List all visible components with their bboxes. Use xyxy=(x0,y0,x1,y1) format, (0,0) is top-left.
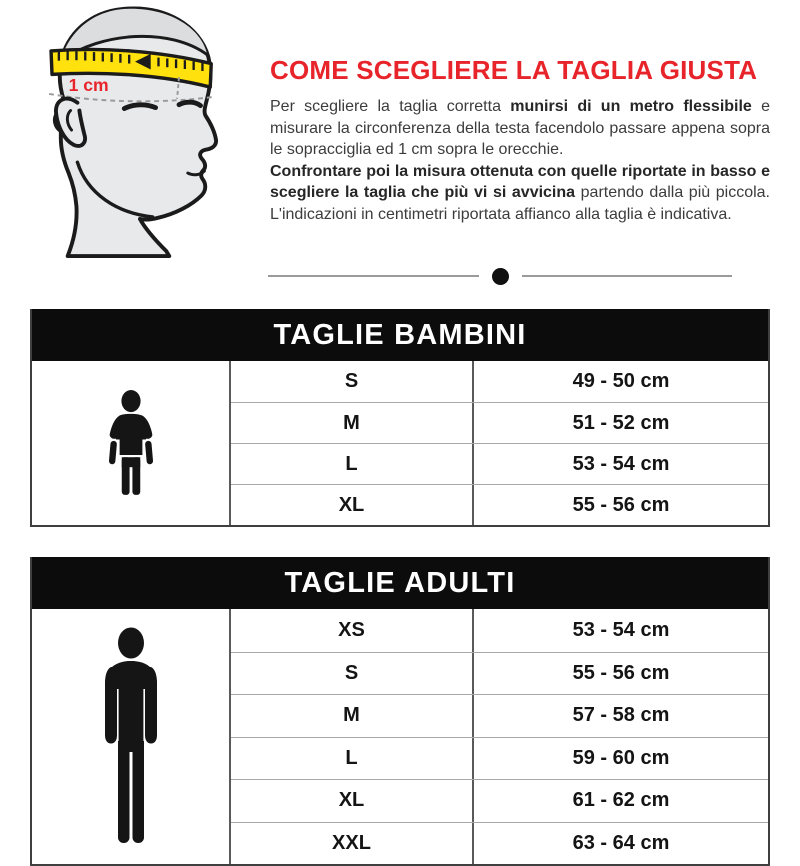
head-measurement-illustration xyxy=(30,6,262,263)
table-row xyxy=(231,779,768,822)
table-body xyxy=(32,609,768,864)
child-silhouette-icon xyxy=(99,373,163,513)
intro-text-block xyxy=(262,6,770,263)
size-label-cell: M xyxy=(231,695,474,737)
divider-line-left xyxy=(268,275,479,277)
table-row xyxy=(231,361,768,402)
size-range-cell: 55 - 56 cm xyxy=(572,661,670,684)
divider-line-right xyxy=(522,275,733,277)
size-range-cell: 51 - 52 cm xyxy=(572,411,670,434)
table-title-bambini: TAGLIE BAMBINI xyxy=(32,309,768,361)
table-row xyxy=(231,652,768,695)
adult-silhouette-icon xyxy=(91,627,171,847)
size-label-cell: XXL xyxy=(231,823,474,865)
size-range-cell: 55 - 56 cm xyxy=(572,493,670,516)
paragraph-text: e misurare la circonferenza della testa facendolo passare appena sopra le sopracciglia ed 1 cm sopra le orecchie. xyxy=(270,98,770,158)
paragraph-text: partendo dalla più piccola. L'indicazioni in centimetri riportata affianco alla taglia è indicativa. xyxy=(270,184,770,223)
table-row xyxy=(231,822,768,865)
size-range-cell: 57 - 58 cm xyxy=(572,704,670,727)
head-with-tape-icon xyxy=(30,6,244,258)
size-label-cell: L xyxy=(231,738,474,780)
table-row xyxy=(231,402,768,443)
size-label-cell: XS xyxy=(231,609,474,652)
measure-label: 1 cm xyxy=(68,74,109,95)
size-label-cell: XL xyxy=(231,780,474,822)
size-range-cell: 53 - 54 cm xyxy=(572,618,670,641)
size-label-cell: S xyxy=(231,361,474,402)
page-title: COME SCEGLIERE LA TAGLIA GIUSTA xyxy=(270,55,758,85)
size-range-cell: 53 - 54 cm xyxy=(572,452,670,475)
table-rows xyxy=(231,361,768,525)
icon-cell xyxy=(32,609,231,864)
size-label-cell: S xyxy=(231,653,474,695)
size-label-cell: M xyxy=(231,403,474,443)
top-section xyxy=(0,0,800,263)
table-row xyxy=(231,443,768,484)
table-rows xyxy=(231,609,768,864)
table-title-adulti: TAGLIE ADULTI xyxy=(32,557,768,609)
size-range-cell: 59 - 60 cm xyxy=(572,746,670,769)
divider-dot xyxy=(492,268,509,285)
table-row xyxy=(231,737,768,780)
size-label-cell: XL xyxy=(231,485,474,525)
intro-paragraph-2 xyxy=(270,161,770,226)
table-body xyxy=(32,361,768,525)
table-row xyxy=(231,484,768,525)
icon-cell xyxy=(32,361,231,525)
paragraph-text: Per scegliere la taglia corretta xyxy=(270,98,511,115)
table-row xyxy=(231,694,768,737)
table-row xyxy=(231,609,768,652)
paragraph-bold-text: Confrontare poi la misura ottenuta con quelle riportate in basso e scegliere la taglia che più vi si avvicina xyxy=(270,162,770,201)
size-label-cell: L xyxy=(231,444,474,484)
size-table-bambini xyxy=(30,309,770,527)
intro-paragraph-1 xyxy=(270,96,770,161)
paragraph-bold-text: munirsi di un metro flessibile xyxy=(510,98,752,115)
size-range-cell: 49 - 50 cm xyxy=(572,370,670,392)
size-table-adulti xyxy=(30,557,770,866)
size-range-cell: 63 - 64 cm xyxy=(572,831,670,854)
size-range-cell: 61 - 62 cm xyxy=(572,789,670,812)
section-divider xyxy=(268,267,732,285)
